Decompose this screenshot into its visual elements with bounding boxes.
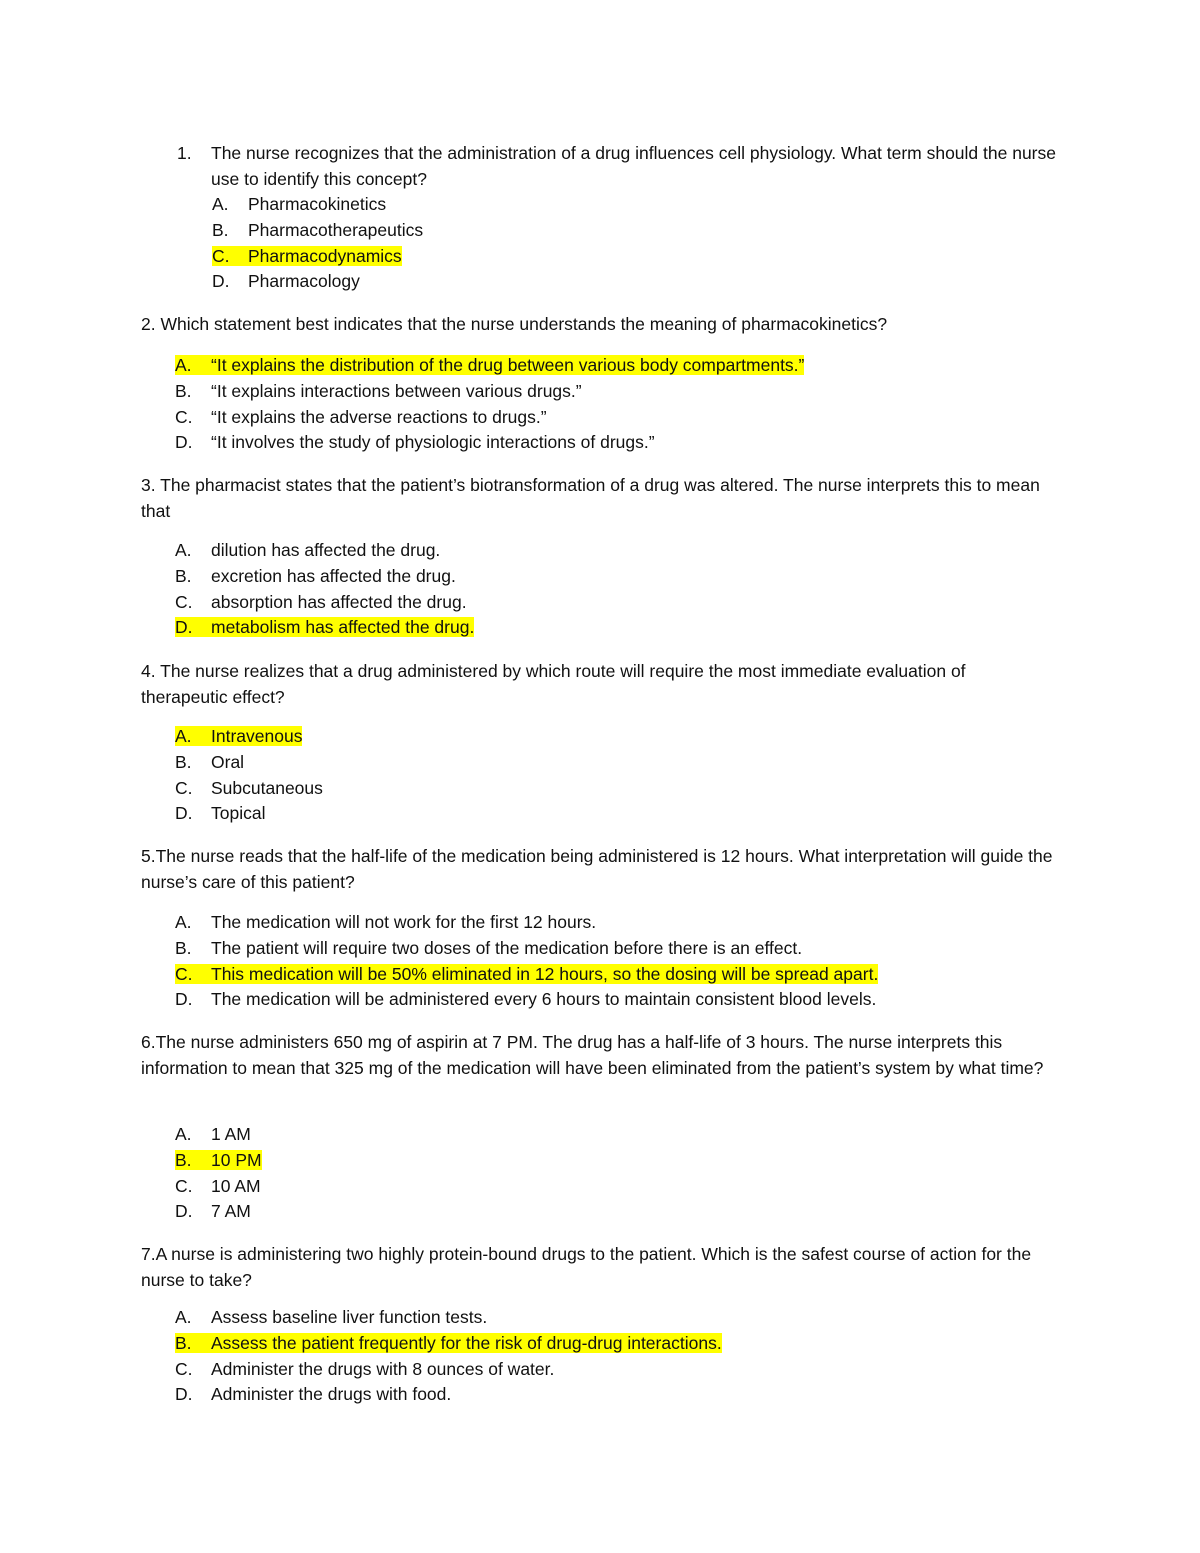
- option-letter: A.: [175, 540, 192, 560]
- option-b: [175, 936, 878, 962]
- option-c: [175, 1174, 262, 1200]
- option-letter: A.: [175, 1307, 192, 1327]
- question-4: 4. The nurse realizes that a drug administered by which route will require the most immediate evaluation of therapeutic effect?: [141, 661, 966, 707]
- option-letter: B.: [212, 219, 229, 240]
- question-6: 6.The nurse administers 650 mg of aspirin at 7 PM. The drug has a half-life of 3 hours. The nurse interprets this information to mean that 325 mg of the medication will have been eliminated from the patient’s system by what time?: [141, 1032, 1044, 1078]
- option-text: Administer the drugs with food.: [211, 1384, 452, 1405]
- option-text: 1 AM: [211, 1124, 251, 1144]
- option-b: [175, 379, 804, 405]
- option-a: [175, 1122, 262, 1148]
- option-letter: D.: [175, 432, 193, 453]
- option-text: Pharmacology: [248, 271, 360, 292]
- option-text: The medication will not work for the first 12 hours.: [211, 912, 597, 932]
- option-d: [175, 801, 323, 827]
- option-list: [175, 910, 878, 1013]
- option-d: [212, 269, 423, 295]
- option-letter: D.: [212, 271, 230, 292]
- question-7: 7.A nurse is administering two highly protein-bound drugs to the patient. Which is the safest course of action for the nurse to take?: [141, 1244, 1032, 1290]
- option-letter: D.: [175, 1384, 193, 1405]
- correct-answer-highlight: Pharmacodynamics: [248, 245, 402, 266]
- correct-answer-highlight: Intravenous: [211, 726, 303, 746]
- option-letter: D.: [175, 617, 193, 638]
- option-letter: C.: [175, 406, 193, 427]
- option-b: [175, 1331, 722, 1357]
- option-c: [175, 590, 474, 616]
- option-letter: A.: [175, 1124, 192, 1144]
- option-text: Administer the drugs with 8 ounces of water.: [211, 1358, 555, 1379]
- option-text: “It involves the study of physiologic interactions of drugs.”: [211, 432, 655, 453]
- correct-answer-highlight: This medication will be 50% eliminated in 12 hours, so the dosing will be spread apart.: [211, 963, 879, 984]
- option-text: Topical: [211, 803, 266, 824]
- option-d: [175, 430, 804, 456]
- option-c: [175, 962, 878, 988]
- option-text: “It explains the adverse reactions to drugs.”: [211, 406, 547, 427]
- option-a: [175, 538, 474, 564]
- option-b: [175, 750, 323, 776]
- option-text: The patient will require two doses of the medication before there is an effect.: [211, 937, 803, 958]
- option-letter: A.: [175, 355, 192, 375]
- option-list: [175, 724, 323, 827]
- option-list: [175, 1122, 262, 1225]
- option-letter: B.: [175, 1149, 192, 1170]
- option-text: The medication will be administered every 6 hours to maintain consistent blood levels.: [211, 989, 877, 1010]
- option-text: Oral: [211, 751, 245, 772]
- option-letter: C.: [175, 591, 193, 612]
- option-a: [175, 724, 323, 750]
- correct-answer-highlight: “It explains the distribution of the drug between various body compartments.”: [211, 355, 805, 375]
- option-letter: D.: [175, 1201, 193, 1222]
- option-list: [175, 353, 804, 456]
- option-letter: C.: [175, 777, 193, 798]
- option-letter: C.: [175, 1175, 193, 1196]
- option-list: [212, 192, 423, 295]
- option-text: “It explains interactions between various drugs.”: [211, 380, 582, 401]
- option-a: [175, 1305, 722, 1331]
- option-a: [175, 910, 878, 936]
- option-b: [212, 218, 423, 244]
- correct-answer-highlight: Assess the patient frequently for the risk of drug-drug interactions.: [211, 1332, 722, 1353]
- option-letter: C.: [175, 1358, 193, 1379]
- option-text: absorption has affected the drug.: [211, 591, 467, 612]
- option-letter: B.: [175, 751, 192, 772]
- option-letter: A.: [175, 726, 192, 746]
- option-c: [175, 405, 804, 431]
- option-letter: D.: [175, 803, 193, 824]
- option-letter: B.: [175, 565, 192, 586]
- correct-answer-highlight: metabolism has affected the drug.: [211, 617, 475, 638]
- option-text: excretion has affected the drug.: [211, 565, 456, 586]
- option-list: [175, 538, 474, 641]
- option-text: dilution has affected the drug.: [211, 540, 441, 560]
- correct-answer-highlight: 10 PM: [211, 1149, 262, 1170]
- option-letter: B.: [175, 937, 192, 958]
- option-text: Pharmacokinetics: [248, 194, 387, 214]
- option-letter: B.: [175, 380, 192, 401]
- option-text: 10 AM: [211, 1175, 261, 1196]
- option-text: Pharmacotherapeutics: [248, 219, 424, 240]
- question-5: 5.The nurse reads that the half-life of the medication being administered is 12 hours. What interpretation will guide the nurse’s care of this patient?: [141, 846, 1053, 892]
- option-d: [175, 1199, 262, 1225]
- question-number: 1.: [177, 143, 192, 163]
- option-text: Subcutaneous: [211, 777, 323, 798]
- question-3: 3. The pharmacist states that the patient’s biotransformation of a drug was altered. The nurse interprets this to mean that: [141, 475, 1040, 521]
- option-a: [175, 353, 804, 379]
- option-d: [175, 615, 474, 641]
- option-d: [175, 1382, 722, 1408]
- question-1: [141, 140, 1056, 192]
- question-2: 2. Which statement best indicates that the nurse understands the meaning of pharmacokinetics?: [141, 314, 888, 334]
- option-c: [175, 776, 323, 802]
- option-list: [175, 1305, 722, 1408]
- option-letter: C.: [212, 245, 230, 266]
- option-letter: D.: [175, 989, 193, 1010]
- option-c: [175, 1357, 722, 1383]
- option-letter: A.: [212, 194, 229, 214]
- option-a: [212, 192, 423, 218]
- option-letter: A.: [175, 912, 192, 932]
- option-letter: B.: [175, 1332, 192, 1353]
- question-text: The nurse recognizes that the administration of a drug influences cell physiology. What term should the nurse use to identify this concept?: [211, 143, 1056, 189]
- option-c: [212, 244, 423, 270]
- option-b: [175, 564, 474, 590]
- option-b: [175, 1148, 262, 1174]
- option-text: Assess baseline liver function tests.: [211, 1307, 488, 1327]
- option-d: [175, 987, 878, 1013]
- option-letter: C.: [175, 963, 193, 984]
- option-text: 7 AM: [211, 1201, 251, 1222]
